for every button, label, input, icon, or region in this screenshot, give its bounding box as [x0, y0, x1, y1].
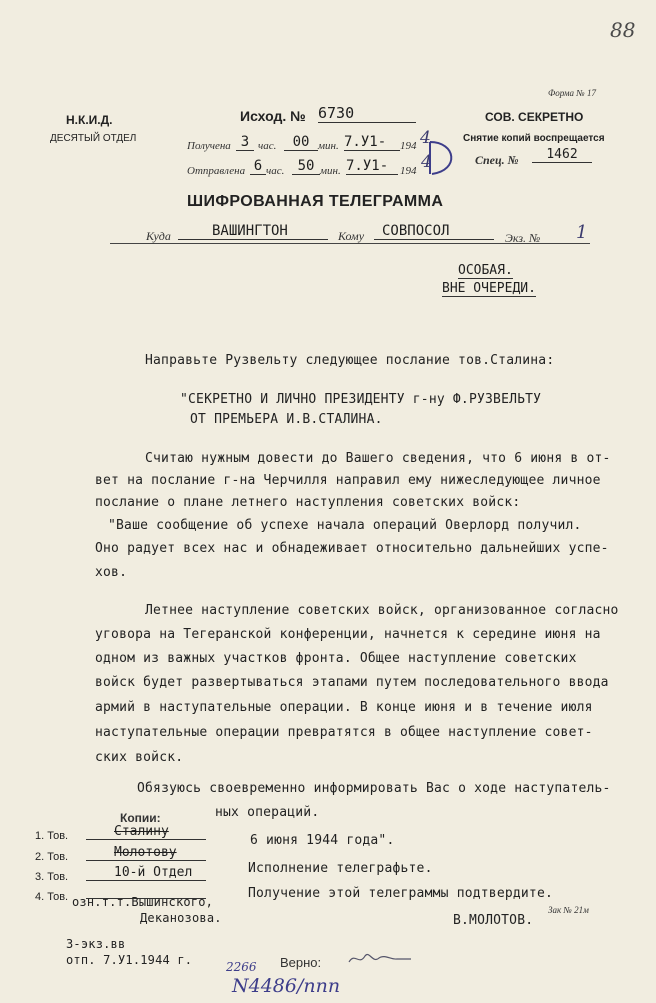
minute-label-1: мин. [318, 140, 339, 152]
copy-recipient: Сталину [86, 824, 206, 840]
copies-count: 3-экз.вв [66, 937, 126, 951]
archive-page-number: 88 [610, 18, 636, 42]
address-rule [110, 243, 590, 244]
paragraph-1-line: Считаю нужным довести до Вашего сведения, что 6 июня в от- [145, 451, 611, 466]
paragraph-2-line: армий в наступательные операции. В конце июня и в течение июля [95, 700, 593, 715]
received-date: 7.У1- [344, 134, 400, 151]
whom-label: Кому [338, 229, 365, 243]
paragraph-1-line: Оно радует всех нас и обнадеживает относительно дальнейших успе- [95, 541, 609, 556]
spec-label: Спец. № [475, 153, 519, 167]
copy-row-number: 4. Тов. [35, 891, 69, 903]
copy-row-number: 2. Тов. [35, 851, 69, 863]
paragraph-2-line: войск будет развертываться этапами путем последовательного ввода [95, 675, 609, 690]
paragraph-3-line: Обязуюсь своевременно информировать Вас о ходе наступатель- [137, 781, 611, 796]
order-number: Зак № 21м [548, 905, 589, 915]
sent-date: 7.У1- [346, 158, 398, 175]
copy-number-value: 1 [576, 222, 588, 243]
paragraph-3-line: ных операций. [215, 805, 320, 820]
paragraph-2-line: одном из важных участков фронта. Общее наступление советских [95, 651, 577, 666]
date-line: 6 июня 1944 года". [250, 833, 395, 848]
heading-line-2: ОТ ПРЕМЬЕРА И.В.СТАЛИНА. [190, 412, 383, 427]
priority-special: ОСОБАЯ. [458, 263, 513, 278]
to-label: Куда [146, 229, 171, 243]
correct-label: Верно: [280, 955, 322, 970]
sent-year-digit: 4 [421, 152, 432, 172]
org-name: Н.К.И.Д. [66, 113, 113, 127]
signature: В.МОЛОТОВ. [453, 913, 534, 928]
paragraph-2-line: ских войск. [95, 750, 184, 765]
outgoing-label: Исход. № [240, 108, 306, 124]
document-title: ШИФРОВАННАЯ ТЕЛЕГРАММА [187, 193, 444, 210]
hour-label-2: час. [266, 165, 285, 177]
year-prefix-2: 194 [400, 165, 417, 177]
department: ДЕСЯТЫЙ ОТДЕЛ [50, 133, 137, 144]
spec-number: 1462 [532, 147, 592, 163]
intro-line: Направьте Рузвельту следующее послание тов.Сталина: [145, 353, 555, 368]
handwritten-initials [345, 948, 415, 970]
handwritten-number-1: 2266 [226, 960, 257, 974]
handwritten-number-2: N4486/ппп [232, 975, 341, 997]
handwritten-d-mark [422, 136, 462, 180]
form-number: Форма № 17 [548, 88, 597, 98]
sent-note: отп. 7.У1.1944 г. [66, 953, 193, 967]
outgoing-number: 6730 [318, 104, 416, 123]
minute-label-2: мин. [320, 165, 341, 177]
copy-recipient: Молотову [86, 845, 206, 861]
copies-note-1: озн.т.т.Вышинского, [72, 895, 214, 909]
confirmation-line: Получение этой телеграммы подтвердите. [248, 886, 554, 901]
copy-number-label: Экз. № [505, 231, 541, 245]
sent-minute: 50 [292, 158, 320, 175]
sent-label: Отправлена [187, 165, 246, 177]
copies-note-2: Деканозова. [140, 911, 222, 925]
paragraph-2-line: уговора на Тегеранской конференции, начнется к середине июня на [95, 627, 601, 642]
copy-recipient: 10-й Отдел [86, 865, 206, 881]
sent-hour: 6 [250, 158, 266, 175]
priority-out-of-turn: ВНЕ ОЧЕРЕДИ. [442, 281, 536, 296]
paragraph-2-line: Летнее наступление советских войск, организованное согласно [145, 603, 619, 618]
received-hour: 3 [236, 134, 254, 151]
hour-label-1: час. [258, 140, 277, 152]
received-year-digit: 4 [420, 128, 431, 148]
paragraph-1-line: послание о плане летнего наступления советских войск: [95, 495, 521, 510]
no-copy-note: Снятие копий воспрещается [463, 133, 605, 144]
paragraph-1-line: вет на послание г-на Черчилля направил ему нижеследующее личное [95, 473, 601, 488]
year-prefix-1: 194 [400, 140, 417, 152]
heading-line-1: "СЕКРЕТНО И ЛИЧНО ПРЕЗИДЕНТУ г-ну Ф.РУЗВЕЛЬТУ [180, 392, 542, 407]
paragraph-1-line: хов. [95, 565, 128, 580]
copy-row-number: 3. Тов. [35, 871, 69, 883]
copies-label: Копии: [120, 811, 161, 825]
paragraph-1-line: "Ваше сообщение об успехе начала операций Оверлорд получил. [108, 518, 582, 533]
paragraph-2-line: наступательные операции превратятся в общее наступление совет- [95, 725, 593, 740]
received-label: Получена [187, 140, 231, 152]
secrecy-stamp: СОВ. СЕКРЕТНО [485, 110, 584, 124]
to-value: ВАШИНГТОН [178, 223, 328, 240]
received-minute: 00 [284, 134, 318, 151]
execution-line: Исполнение телеграфьте. [248, 861, 433, 876]
copy-row-number: 1. Тов. [35, 830, 69, 842]
whom-value: СОВПОСОЛ [374, 223, 494, 240]
